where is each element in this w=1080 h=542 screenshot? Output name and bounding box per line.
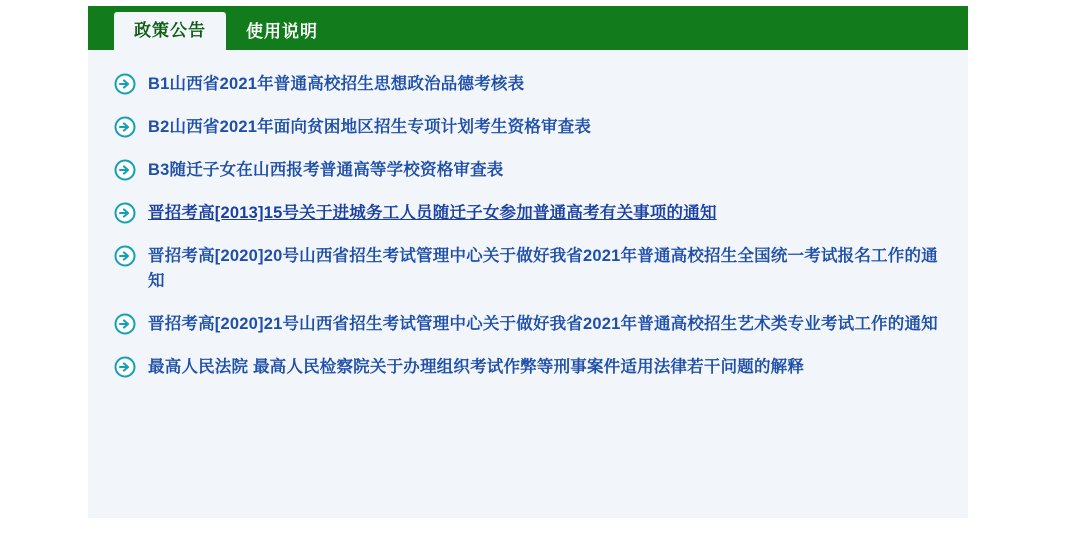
list-item[interactable] <box>114 201 942 226</box>
list-item-label: 晋招考高[2020]20号山西省招生考试管理中心关于做好我省2021年普通高校招生全国统一考试报名工作的通知 <box>148 247 938 290</box>
list-item[interactable] <box>114 72 942 97</box>
list-item-label: B2山西省2021年面向贫困地区招生专项计划考生资格审查表 <box>148 118 592 136</box>
tab-usage-instructions-label: 使用说明 <box>246 22 318 41</box>
list-item[interactable] <box>114 115 942 140</box>
list-item[interactable] <box>114 312 942 337</box>
list-item-label: B1山西省2021年普通高校招生思想政治品德考核表 <box>148 75 525 93</box>
list-item[interactable] <box>114 244 942 294</box>
list-item-label: 晋招考高[2020]21号山西省招生考试管理中心关于做好我省2021年普通高校招生艺术类专业考试工作的通知 <box>148 315 938 333</box>
announcement-panel <box>88 6 968 518</box>
tab-policy-announcement-label: 政策公告 <box>134 21 206 40</box>
list-item-label: B3随迁子女在山西报考普通高等学校资格审查表 <box>148 161 504 179</box>
arrow-circle-right-icon <box>114 202 136 224</box>
list-item-label: 最高人民法院 最高人民检察院关于办理组织考试作弊等刑事案件适用法律若干问题的解释 <box>148 358 805 376</box>
announcement-list <box>88 50 968 518</box>
arrow-circle-right-icon <box>114 245 136 267</box>
arrow-circle-right-icon <box>114 356 136 378</box>
arrow-circle-right-icon <box>114 159 136 181</box>
tab-bar <box>88 6 968 50</box>
tab-policy-announcement[interactable] <box>114 12 226 50</box>
arrow-circle-right-icon <box>114 73 136 95</box>
list-item[interactable] <box>114 158 942 183</box>
list-item-label: 晋招考高[2013]15号关于进城务工人员随迁子女参加普通高考有关事项的通知 <box>148 204 717 222</box>
arrow-circle-right-icon <box>114 116 136 138</box>
list-item[interactable] <box>114 355 942 380</box>
arrow-circle-right-icon <box>114 313 136 335</box>
tab-usage-instructions[interactable] <box>226 14 338 50</box>
